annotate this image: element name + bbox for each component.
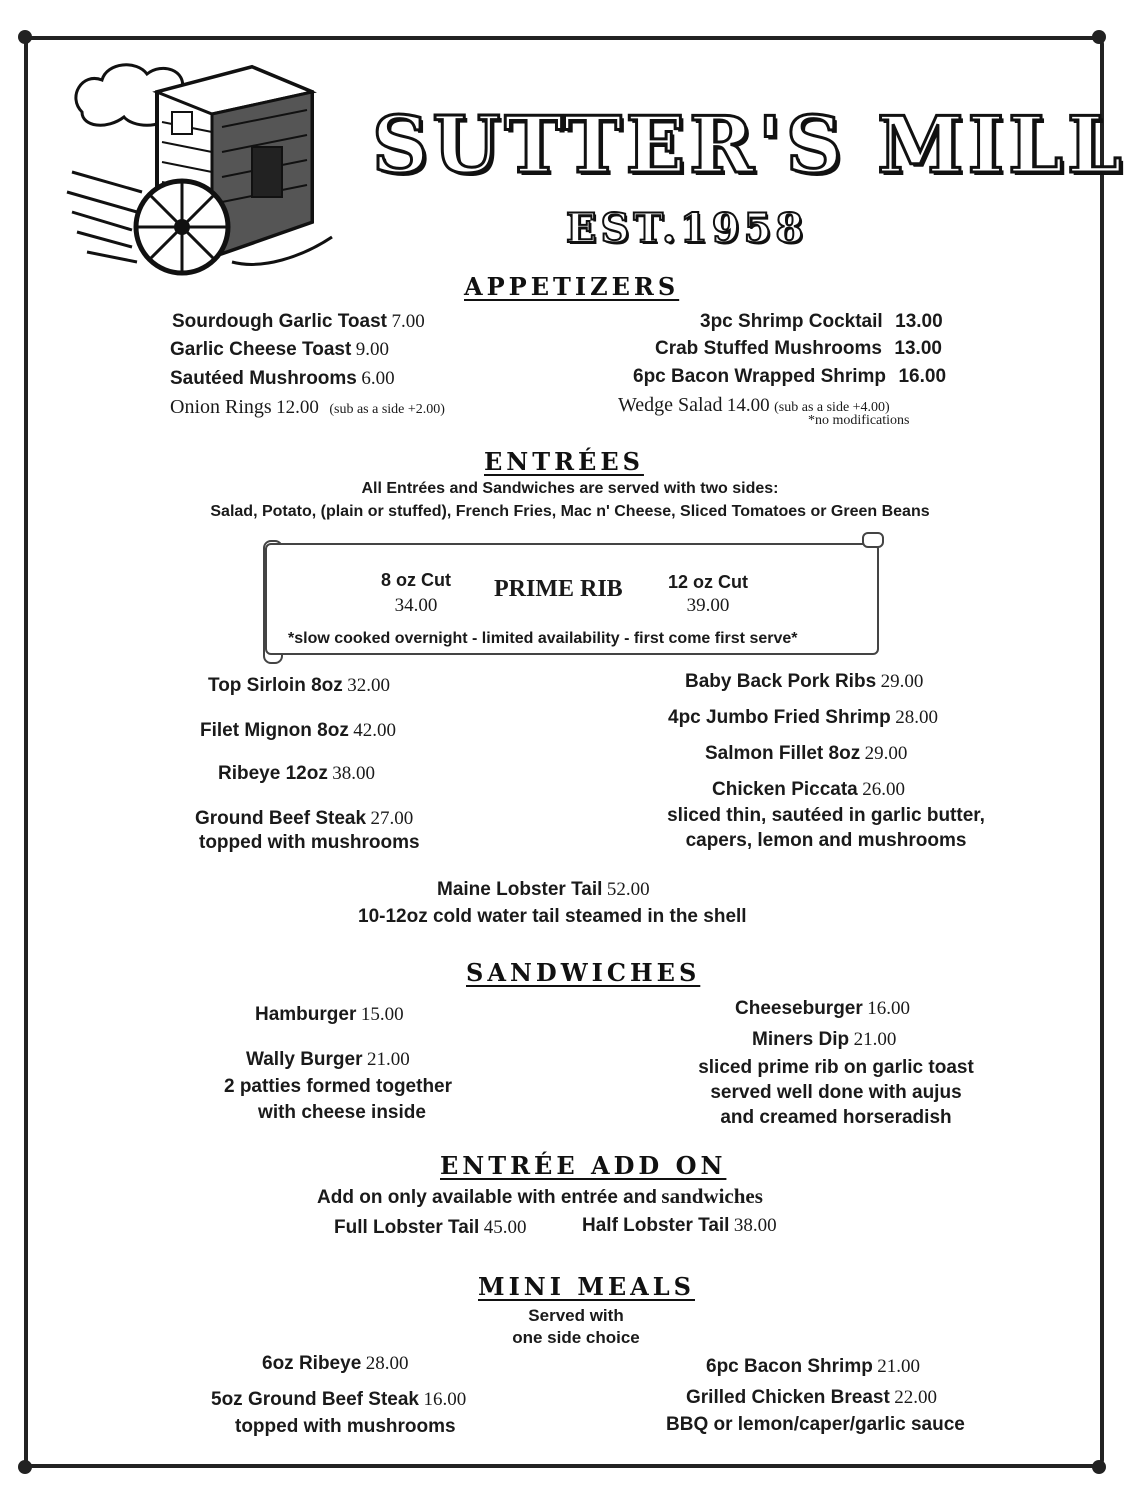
- item-price: 21.00: [877, 1356, 921, 1377]
- mini-meal-item: [211, 1389, 466, 1411]
- item-description: 10-12oz cold water tail steamed in the shell: [358, 906, 747, 927]
- addon-item: [334, 1217, 527, 1239]
- item-name: Ground Beef Steak: [195, 808, 367, 829]
- item-price: 26.00: [862, 779, 905, 800]
- addon-heading: ENTRÉE ADD ON: [440, 1151, 727, 1180]
- item-description: and creamed horseradish: [720, 1107, 952, 1128]
- item-name: Sourdough Garlic Toast: [172, 311, 387, 332]
- item-name: 6oz Ribeye: [262, 1353, 362, 1374]
- item-name: Crab Stuffed Mushrooms: [655, 338, 882, 359]
- entree-item: [668, 707, 938, 729]
- restaurant-title: SUTTER'S MILL: [372, 100, 1126, 191]
- sandwich-item: [246, 1049, 410, 1071]
- item-price: 16.00: [867, 998, 910, 1019]
- item-name: Full Lobster Tail: [334, 1217, 480, 1238]
- item-price: 21.00: [366, 1049, 410, 1070]
- entree-item: [195, 808, 413, 830]
- item-name: Half Lobster Tail: [582, 1215, 730, 1236]
- addon-desc-text: Add on only available with entrée and: [317, 1187, 657, 1208]
- item-name: Grilled Chicken Breast: [686, 1387, 890, 1408]
- appetizer-item: [170, 368, 395, 390]
- item-price: 42.00: [353, 720, 397, 741]
- appetizers-heading: APPETIZERS: [464, 272, 680, 301]
- addon-desc-end: sandwiches: [661, 1184, 763, 1208]
- mini-meal-item: [706, 1356, 920, 1378]
- scroll-right-curl: [862, 532, 884, 548]
- item-name: Cheeseburger: [735, 998, 863, 1019]
- item-price: 32.00: [347, 675, 390, 696]
- entree-item: [685, 671, 923, 693]
- item-name: Top Sirloin 8oz: [208, 675, 343, 696]
- item-description: topped with mushrooms: [235, 1416, 456, 1437]
- item-price: 52.00: [606, 879, 650, 900]
- item-note: *no modifications: [808, 413, 910, 428]
- prime-rib-note: *slow cooked overnight - limited availability - first come first serve*: [288, 630, 798, 647]
- item-price: 28.00: [365, 1353, 409, 1374]
- item-description: served well done with aujus: [710, 1082, 962, 1103]
- item-name: 6pc Bacon Shrimp: [706, 1356, 873, 1377]
- item-description: sliced thin, sautéed in garlic butter,: [667, 805, 985, 826]
- item-price: 15.00: [360, 1004, 404, 1025]
- item-name: Ribeye 12oz: [218, 763, 328, 784]
- item-price: 45.00: [483, 1217, 527, 1238]
- mini-meals-desc: Served with: [528, 1306, 624, 1325]
- item-price: 27.00: [370, 808, 414, 829]
- item-price: 12.00: [276, 397, 319, 418]
- item-price: 29.00: [864, 743, 908, 764]
- item-price: 13.00: [894, 338, 942, 359]
- addon-description: [317, 1184, 763, 1209]
- item-name: Hamburger: [255, 1004, 357, 1025]
- item-price: 13.00: [895, 311, 943, 332]
- item-price: 38.00: [733, 1215, 777, 1236]
- entree-item: [218, 763, 375, 785]
- item-name: Garlic Cheese Toast: [170, 339, 352, 360]
- appetizer-item: [172, 311, 425, 333]
- item-description: BBQ or lemon/caper/garlic sauce: [666, 1414, 965, 1435]
- prime-rib-cut-12oz: 12 oz Cut: [667, 572, 748, 592]
- item-name: 6pc Bacon Wrapped Shrimp: [633, 366, 887, 387]
- entrees-heading: ENTRÉES: [484, 447, 644, 476]
- sandwich-item: [752, 1029, 896, 1051]
- item-description: topped with mushrooms: [199, 832, 420, 853]
- item-name: 4pc Jumbo Fried Shrimp: [668, 707, 891, 728]
- entree-item: [705, 743, 907, 765]
- item-note: (sub as a side +2.00): [329, 402, 445, 417]
- item-name: Wedge Salad: [618, 394, 723, 416]
- sandwiches-heading: SANDWICHES: [466, 958, 701, 987]
- corner-ornament: [18, 1460, 32, 1474]
- prime-rib-price-8oz: 34.00: [394, 595, 438, 616]
- item-note: (sub as a side +4.00): [774, 400, 890, 415]
- item-name: 5oz Ground Beef Steak: [211, 1389, 419, 1410]
- prime-rib-price-12oz: 39.00: [686, 595, 730, 616]
- item-name: Wally Burger: [246, 1049, 363, 1070]
- item-description: 2 patties formed together: [223, 1076, 453, 1097]
- corner-ornament: [1092, 1460, 1106, 1474]
- established-year: EST.1958: [566, 205, 808, 252]
- item-price: 16.00: [898, 366, 947, 387]
- item-description: capers, lemon and mushrooms: [685, 830, 967, 851]
- item-price: 28.00: [895, 707, 938, 728]
- item-description: with cheese inside: [258, 1102, 426, 1123]
- corner-ornament: [1092, 30, 1106, 44]
- corner-ornament: [18, 30, 32, 44]
- appetizer-item: [655, 338, 942, 360]
- entree-item: [712, 779, 905, 801]
- item-name: Miners Dip: [752, 1029, 850, 1050]
- mini-meals-heading: MINI MEALS: [478, 1272, 695, 1301]
- item-price: 38.00: [332, 763, 376, 784]
- appetizer-item: [700, 311, 943, 333]
- item-price: 14.00: [726, 395, 770, 416]
- item-name: 3pc Shrimp Cocktail: [700, 311, 883, 332]
- entree-item: [200, 720, 396, 742]
- entrees-sides-line2: Salad, Potato, (plain or stuffed), French Fries, Mac n' Cheese, Sliced Tomatoes or Green Beans: [210, 503, 930, 520]
- addon-item: [582, 1215, 777, 1237]
- water-mill-icon: [62, 52, 352, 282]
- item-price: 29.00: [880, 671, 924, 692]
- item-name: Onion Rings: [170, 396, 272, 418]
- item-name: Salmon Fillet 8oz: [705, 743, 861, 764]
- item-price: 21.00: [853, 1029, 897, 1050]
- sandwich-item: [735, 998, 910, 1020]
- item-price: 22.00: [894, 1387, 937, 1408]
- item-name: Filet Mignon 8oz: [200, 720, 349, 741]
- entree-item: [208, 675, 390, 697]
- entrees-sides-line1: All Entrées and Sandwiches are served with two sides:: [361, 480, 779, 497]
- prime-rib-label: PRIME RIB: [494, 576, 623, 602]
- prime-rib-cut-8oz: 8 oz Cut: [381, 570, 451, 590]
- item-price: 16.00: [423, 1389, 467, 1410]
- item-name: Baby Back Pork Ribs: [685, 671, 877, 692]
- mini-meal-item: [686, 1387, 937, 1409]
- appetizer-item: [170, 339, 389, 361]
- entree-item: [437, 879, 650, 901]
- item-price: 7.00: [391, 311, 425, 332]
- appetizer-item: [170, 396, 445, 419]
- item-price: 6.00: [361, 368, 395, 389]
- sandwich-item: [255, 1004, 404, 1026]
- appetizer-item: [633, 366, 946, 388]
- item-price: 9.00: [355, 339, 389, 360]
- item-name: Sautéed Mushrooms: [170, 368, 357, 389]
- item-name: Chicken Piccata: [712, 779, 858, 800]
- item-name: Maine Lobster Tail: [437, 879, 603, 900]
- mini-meals-desc: one side choice: [512, 1328, 640, 1347]
- item-description: sliced prime rib on garlic toast: [698, 1057, 974, 1078]
- mini-meal-item: [262, 1353, 408, 1375]
